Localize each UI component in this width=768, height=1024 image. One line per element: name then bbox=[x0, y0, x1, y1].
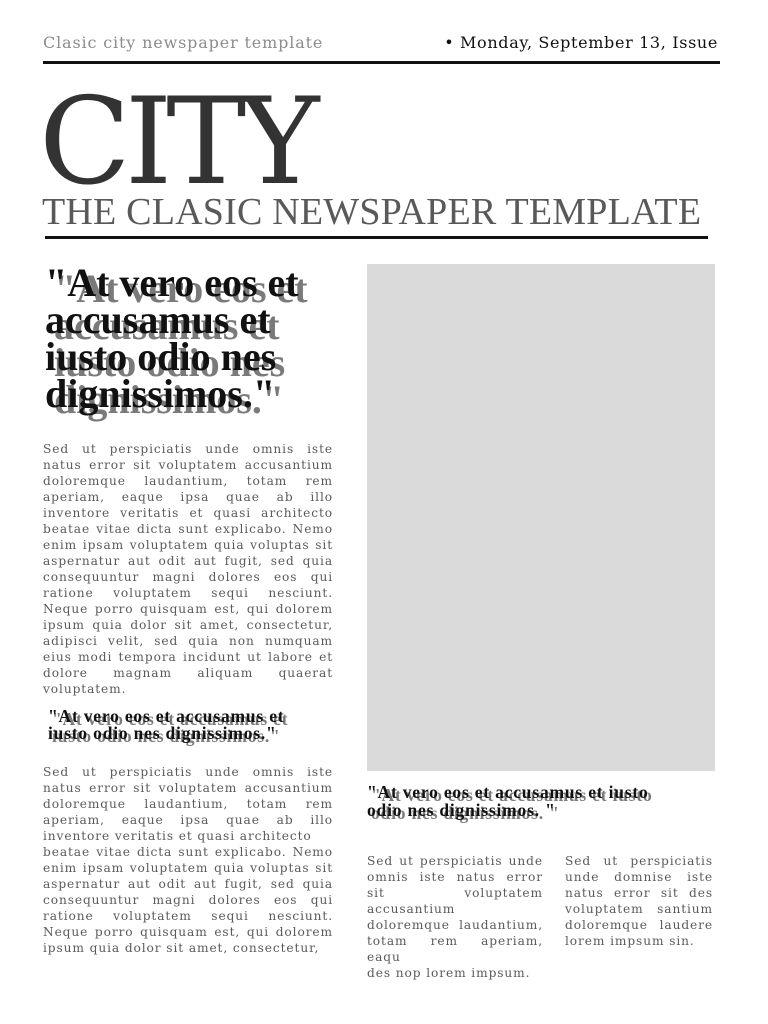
masthead-subtitle: THE CLASIC NEWSPAPER TEMPLATE bbox=[42, 191, 702, 233]
issue-date: • Monday, September 13, Issue bbox=[444, 33, 718, 52]
photo-caption-quote: "At vero eos et accusamus et iusto odio nes dignissimos. " bbox=[367, 782, 649, 820]
masthead-rule bbox=[45, 236, 708, 239]
header-rule bbox=[43, 61, 720, 64]
pull-quote: "At vero eos et accusamus et iusto odio nes dignissimos." bbox=[45, 260, 299, 416]
article-paragraph-1: Sed ut perspiciatis unde omnis iste natus error sit voluptatem accusantium doloremque laudantium, totam rem aperiam, eaque ipsa quae ab illo inventore veritatis et quasi architecto beatae vitae dicta sunt explicabo. Nemo enim ipsam voluptatem quia voluptas sit aspernatur aut odit aut fugit, sed quia consequuntur magni dolores eos qui ratione voluptatem sequi nesciunt. Neque porro quisquam est, qui dolorem ipsum quia dolor sit amet, consectetur, adipisci velit, sed quia non numquam eius modi tempora incidunt ut labore et dolore magnam aliquam quaerat voluptatem. bbox=[43, 442, 333, 696]
inline-quote: "At vero eos et accusamus et iusto odio nes dignissimos." bbox=[48, 706, 285, 743]
masthead-title: CITY bbox=[39, 73, 314, 212]
text-column-b: Sed ut perspiciatis unde domnise iste natus error sit des voluptatem santium doloremque laudere lorem impsum sin. bbox=[565, 854, 713, 948]
article-paragraph-2: Sed ut perspiciatis unde omnis iste natus error sit voluptatem accusantium doloremque laudantium, totam rem aperiam, eaque ipsa quae ab illo inventore veritatis et quasi architecto beatae vitae dicta sunt explicabo. Nemo enim ipsam voluptatem quia voluptas sit aspernatur aut odit aut fugit, sed quia consequuntur magni dolores eos qui ratione voluptatem sequi nesciunt. Neque porro quisquam est, qui dolorem ipsum quia dolor sit amet, consectetur, bbox=[43, 765, 333, 955]
header-tagline: Clasic city newspaper template bbox=[43, 33, 324, 52]
photo-placeholder bbox=[367, 264, 715, 771]
text-column-a: Sed ut perspiciatis unde omnis iste natus error sit voluptatem accusantium doloremque laudantium, totam rem aperiam, eaqu des nop lorem impsum. bbox=[367, 854, 543, 980]
